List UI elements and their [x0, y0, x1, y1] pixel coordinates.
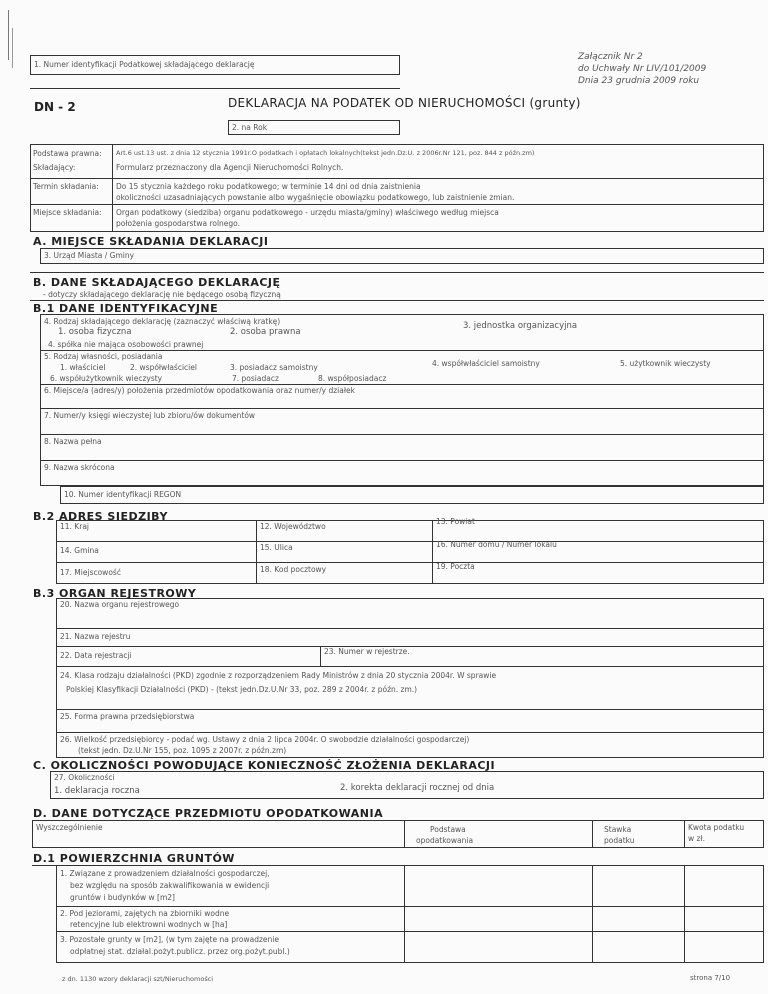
field-26-line-1[interactable]: 26. Wielkość przedsiębiorcy - podać wg. Ustawy z dnia 2 lipca 2004r. O swobodzie działalności gospodarczej): [60, 735, 470, 744]
d1-row-2-line-2: retencyjne lub elektrowni wodnych w [ha]: [70, 920, 228, 929]
field-27-label: 27. Okoliczności: [54, 773, 115, 782]
field-24-line-2: Polskiej Klasyfikacji Działalności (PKD) - (tekst jedn.Dz.U.Nr 33, poz. 289 z 2004r. z późn. zm.): [66, 685, 418, 694]
row-line: [56, 628, 764, 629]
info-divider: [112, 144, 113, 232]
scan-mark: [8, 10, 9, 60]
column-header-amount-1: Kwota podatku: [688, 823, 745, 832]
field-10-box[interactable]: [60, 486, 764, 504]
row-line: [56, 931, 764, 932]
f5-option-7[interactable]: 7. posiadacz: [232, 374, 279, 383]
field-19-label[interactable]: 19. Poczta: [436, 562, 475, 571]
grid-line: [56, 541, 764, 542]
field-1-box[interactable]: [30, 55, 400, 75]
page-number: strona 7/10: [690, 974, 731, 982]
field-23-label[interactable]: 23. Numer w rejestrze.: [324, 647, 410, 656]
f5-option-6[interactable]: 6. współużytkownik wieczysty: [50, 374, 163, 383]
field-14-label[interactable]: 14. Gmina: [60, 546, 99, 555]
section-c-title: C. OKOLICZNOŚCI POWODUJĄCE KONIECZNOŚĆ ZŁOŻENIA DEKLARACJI: [33, 759, 496, 772]
f5-option-1[interactable]: 1. właściciel: [60, 363, 106, 372]
field-16-label[interactable]: 16. Numer domu / Numer lokalu: [436, 540, 557, 549]
field-5-label: 5. Rodzaj własności, posiadania: [44, 352, 163, 361]
legal-basis-label: Podstawa prawna:: [33, 149, 102, 158]
deadline-text-2: okoliczności uzasadniających powstanie albo wygaśnięcie obowiązku podatkowego, lub zaistnienie zmian.: [116, 193, 515, 202]
field-3-label: 3. Urząd Miasta / Gminy: [44, 251, 135, 260]
field-21-label[interactable]: 21. Nazwa rejestru: [60, 632, 131, 641]
f5-option-3[interactable]: 3. posiadacz samoistny: [230, 363, 318, 372]
field-4-label: 4. Rodzaj składającego deklarację (zaznaczyć właściwą kratkę): [44, 317, 281, 326]
column-header-rate-2: podatku: [604, 836, 635, 845]
column-header-base-2: opodatkowania: [416, 836, 474, 845]
grid-line: [432, 520, 433, 584]
row-line: [56, 906, 764, 907]
column-header-rate-1: Stawka: [604, 825, 632, 834]
grid-line: [256, 520, 257, 584]
place-text-2: położenia gospodarstwa rolnego.: [116, 219, 241, 228]
d1-row-1-line-1: 1. Związane z prowadzeniem działalności gospodarczej,: [60, 869, 270, 878]
column-header-base-1: Podstawa: [430, 825, 466, 834]
legal-basis-text: Art.6 ust.13 ust. z dnia 12 stycznia 1991r.O podatkach i opłatach lokalnych(tekst jedn.Dz.U. z 2006r.Nr 121, poz. 844 z późn.zm): [116, 149, 535, 157]
row-line: [40, 434, 764, 435]
field-13-label[interactable]: 13. Powiat: [436, 517, 475, 526]
field-15-label[interactable]: 15. Ulica: [260, 543, 293, 552]
section-b-note: - dotyczy składającego deklarację nie będącego osobą fizyczną: [43, 290, 281, 299]
grid-line: [592, 865, 593, 963]
f5-option-5[interactable]: 5. użytkownik wieczysty: [620, 359, 711, 368]
d1-row-3-line-2: odpłatnej stat. działal.pożyt.publicz. przez org.pożyt.publ.): [70, 947, 290, 956]
attachment-line-2: do Uchwały Nr LIV/101/2009: [578, 64, 707, 74]
filer-label: Składający:: [33, 163, 76, 172]
row-line: [40, 350, 764, 351]
attachment-line-3: Dnia 23 grudnia 2009 roku: [578, 76, 700, 86]
grid-line: [592, 820, 593, 848]
info-row-line: [30, 204, 764, 205]
field-24-line-1[interactable]: 24. Klasa rodzaju działalności (PKD) zgodnie z rozporządzeniem Rady Ministrów z dnia 20 stycznia 2004r. W sprawie: [60, 671, 497, 680]
row-line: [40, 408, 764, 409]
field-17-label[interactable]: 17. Miejscowość: [60, 568, 121, 577]
option-correction[interactable]: 2. korekta deklaracji rocznej od dnia: [340, 783, 495, 793]
column-header-amount-2: w zł.: [688, 834, 705, 843]
field-7-label: 7. Numer/y księgi wieczystej lub zbioru/ów dokumentów: [44, 411, 256, 420]
d1-row-1-line-3: gruntów i budynków w [m2]: [70, 893, 175, 902]
row-line: [40, 460, 764, 461]
f4-option-3[interactable]: 3. jednostka organizacyjna: [463, 321, 578, 331]
scan-mark: [12, 28, 13, 68]
b2-title: B.2 ADRES SIEDZIBY: [33, 510, 168, 523]
field-9-label: 9. Nazwa skrócona: [44, 463, 115, 472]
address-grid: [56, 520, 764, 584]
d1-row-3-line-1: 3. Pozostałe grunty w [m2], (w tym zajęte na prowadzenie: [60, 935, 279, 944]
column-header-specification: Wyszczególnienie: [36, 823, 103, 832]
row-line: [40, 384, 764, 385]
field-1-label: 1. Numer identyfikacji Podatkowej składającego deklarację: [34, 60, 255, 69]
f5-option-2[interactable]: 2. współwłaściciel: [130, 363, 197, 372]
filer-text: Formularz przeznaczony dla Agencji Nieruchomości Rolnych.: [116, 163, 344, 172]
grid-line: [404, 820, 405, 848]
field-25-label[interactable]: 25. Forma prawna przedsiębiorstwa: [60, 712, 195, 721]
field-20-label[interactable]: 20. Nazwa organu rejestrowego: [60, 600, 180, 609]
f4-option-4[interactable]: 4. spółka nie mająca osobowości prawnej: [48, 340, 204, 349]
row-line: [56, 732, 764, 733]
option-annual[interactable]: 1. deklaracja roczna: [54, 786, 140, 796]
field-2-label: 2. na Rok: [232, 123, 268, 132]
field-18-label[interactable]: 18. Kod pocztowy: [260, 565, 327, 574]
attachment-line-1: Załącznik Nr 2: [578, 52, 643, 62]
field-12-label[interactable]: 12. Województwo: [260, 522, 326, 531]
section-divider: [30, 300, 764, 301]
field-11-label[interactable]: 11. Kraj: [60, 522, 89, 531]
section-divider: [30, 272, 764, 273]
footer-left: z dn. 1130 wzory deklaracji szt/Nieruchomości: [62, 975, 214, 983]
d-table-header: [32, 820, 764, 848]
deadline-text-1: Do 15 stycznia każdego roku podatkowego; w terminie 14 dni od dnia zaistnienia: [116, 182, 421, 191]
f5-option-8[interactable]: 8. współposiadacz: [318, 374, 387, 383]
place-label: Miejsce składania:: [33, 208, 102, 217]
grid-line: [404, 865, 405, 963]
d1-row-2-line-1: 2. Pod jeziorami, zajętych na zbiorniki wodne: [60, 909, 230, 918]
f4-option-1[interactable]: 1. osoba fizyczna: [58, 327, 132, 337]
grid-line: [684, 865, 685, 963]
field-22-label[interactable]: 22. Data rejestracji: [60, 651, 132, 660]
form-code: DN - 2: [34, 100, 76, 114]
place-text-1: Organ podatkowy (siedziba) organu podatkowego - urzędu miasta/gminy) właściwego według miejsca: [116, 208, 499, 217]
section-a-title: A. MIEJSCE SKŁADANIA DEKLARACJI: [33, 235, 269, 248]
field-6-label: 6. Miejsce/a (adres/y) położenia przedmiotów opodatkowania oraz numer/y działek: [44, 386, 355, 395]
f5-option-4[interactable]: 4. współwłaściciel samoistny: [432, 359, 540, 368]
row-line: [56, 709, 764, 710]
b3-title: B.3 ORGAN REJESTROWY: [33, 587, 197, 600]
divider: [30, 88, 400, 89]
field-3-box[interactable]: [40, 248, 764, 264]
b1-title: B.1 DANE IDENTYFIKACYJNE: [33, 302, 219, 315]
f4-option-2[interactable]: 2. osoba prawna: [230, 327, 301, 337]
field-26-line-2: (tekst jedn. Dz.U.Nr 155, poz. 1095 z 2007r. z późn.zm): [78, 746, 287, 755]
grid-line: [684, 820, 685, 848]
field-2-box[interactable]: [228, 120, 400, 135]
page-title: DEKLARACJA NA PODATEK OD NIERUCHOMOŚCI (grunty): [228, 96, 581, 110]
grid-line: [320, 646, 321, 666]
deadline-label: Termin składania:: [33, 182, 99, 191]
d1-title: D.1 POWIERZCHNIA GRUNTÓW: [33, 852, 235, 865]
row-line: [56, 646, 764, 647]
info-row-line: [30, 178, 764, 179]
section-b-title: B. DANE SKŁADAJĄCEGO DEKLARACJĘ: [33, 276, 281, 289]
row-line: [56, 666, 764, 667]
field-8-label: 8. Nazwa pełna: [44, 437, 102, 446]
section-d-title: D. DANE DOTYCZĄCE PRZEDMIOTU OPODATKOWANIA: [33, 807, 384, 820]
d1-row-1-line-2: bez względu na sposób zakwalifikowania w ewidencji: [70, 881, 270, 890]
grid-line: [56, 562, 764, 563]
field-10-label: 10. Numer identyfikacji REGON: [64, 490, 182, 499]
